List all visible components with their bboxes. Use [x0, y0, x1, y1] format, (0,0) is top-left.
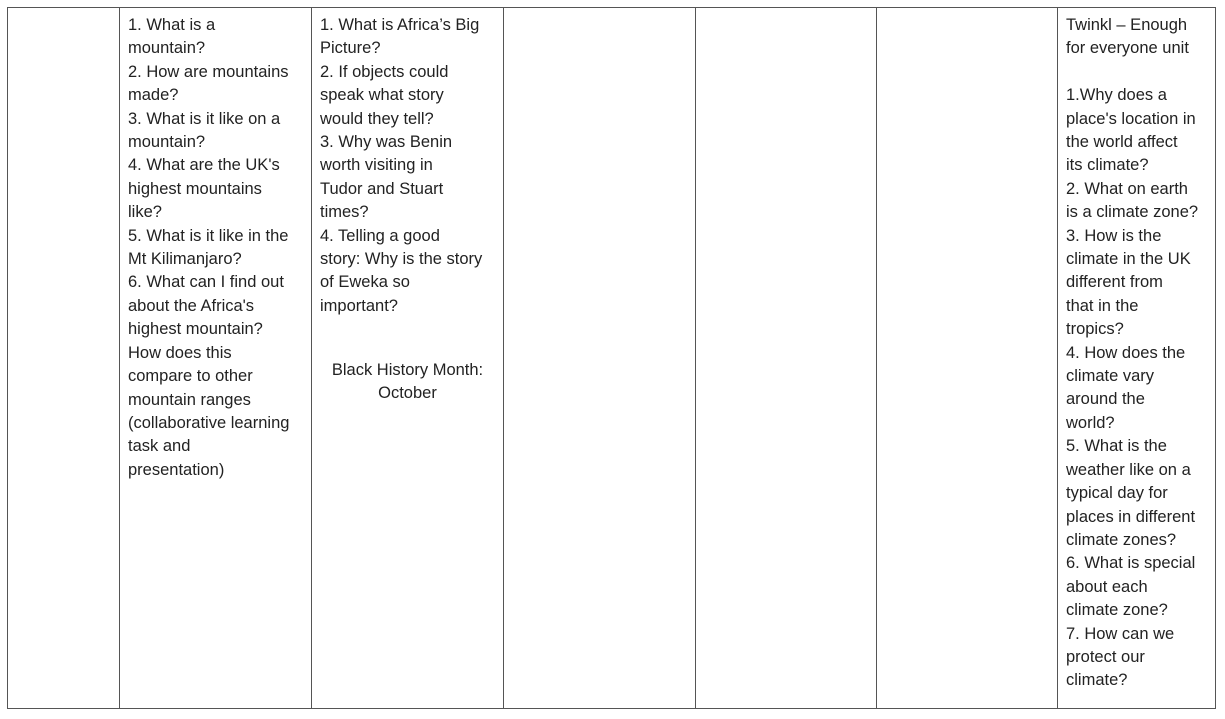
- text-line: place's location in: [1066, 109, 1196, 128]
- text-line: (collaborative learning: [128, 413, 290, 432]
- text-line: the world affect: [1066, 133, 1178, 152]
- text-line: of Eweka so: [320, 273, 410, 292]
- text-line: 4. What are the UK's: [128, 156, 280, 175]
- text-line: world?: [1066, 413, 1115, 432]
- text-line: times?: [320, 203, 369, 222]
- text-line: task and: [128, 437, 191, 456]
- text-line: about the Africa's: [128, 296, 255, 315]
- text-line: 1.Why does a: [1066, 86, 1167, 105]
- text-line: October: [378, 384, 437, 403]
- text-line: 3. How is the: [1066, 226, 1162, 245]
- text-line: 1. What is Africa’s Big: [320, 16, 480, 34]
- text-line: protect our: [1066, 647, 1145, 666]
- text-line: typical day for: [1066, 484, 1168, 503]
- black-history-month-note: [312, 359, 503, 406]
- text-line: like?: [128, 203, 162, 222]
- text-line: highest mountain?: [128, 320, 263, 339]
- text-line: mountain?: [128, 133, 206, 152]
- text-line: Picture?: [320, 39, 381, 58]
- text-line: climate vary: [1066, 367, 1155, 386]
- text-line: would they tell?: [320, 109, 434, 128]
- text-line: climate in the UK: [1066, 250, 1191, 269]
- text-line: places in different: [1066, 507, 1196, 526]
- text-line: 5. What is the: [1066, 437, 1167, 456]
- curriculum-table: [7, 7, 1216, 709]
- text-line: around the: [1066, 390, 1145, 409]
- table-cell-5: [696, 8, 877, 708]
- text-line: 4. Telling a good: [320, 226, 440, 245]
- text-line: mountain ranges: [128, 390, 251, 409]
- text-line: worth visiting in: [320, 156, 433, 175]
- table-cell-6: [877, 8, 1058, 708]
- text-line: 3. What is it like on a: [128, 109, 281, 128]
- table-cell-1: [8, 8, 120, 708]
- text-line: its climate?: [1066, 156, 1149, 175]
- text-line: important?: [320, 296, 398, 315]
- text-line: 2. What on earth: [1066, 179, 1188, 198]
- text-line: different from: [1066, 273, 1163, 292]
- text-line: tropics?: [1066, 320, 1124, 339]
- table-cell-4: [504, 8, 696, 708]
- text-line: climate zones?: [1066, 530, 1177, 549]
- text-line: Tudor and Stuart: [320, 179, 444, 198]
- text-line: about each: [1066, 577, 1148, 596]
- text-line: weather like on a: [1066, 460, 1191, 479]
- text-line: highest mountains: [128, 179, 262, 198]
- text-line: speak what story: [320, 86, 444, 105]
- text-line: 5. What is it like in the: [128, 226, 289, 245]
- text-line: Black History Month:: [331, 361, 484, 379]
- spacer: [1066, 61, 1198, 84]
- text-line: 2. How are mountains: [128, 62, 289, 81]
- text-line: 1. What is a: [128, 16, 216, 34]
- africa-questions: [320, 14, 482, 318]
- text-line: mountain?: [128, 39, 206, 58]
- text-line: that in the: [1066, 296, 1139, 315]
- table-cell-2: [120, 8, 312, 708]
- climate-questions: [1066, 14, 1198, 693]
- text-line: 3. Why was Benin: [320, 133, 453, 152]
- text-line: made?: [128, 86, 179, 105]
- text-line: climate zone?: [1066, 601, 1168, 620]
- text-line: 2. If objects could: [320, 62, 449, 81]
- text-line: How does this: [128, 343, 232, 362]
- text-line: Mt Kilimanjaro?: [128, 250, 242, 269]
- text-line: is a climate zone?: [1066, 203, 1199, 222]
- text-line: 7. How can we: [1066, 624, 1175, 643]
- text-line: climate?: [1066, 671, 1128, 690]
- text-line: for everyone unit: [1066, 39, 1189, 58]
- table-cell-7: [1058, 8, 1217, 708]
- text-line: 6. What is special: [1066, 554, 1196, 573]
- table-cell-3: [312, 8, 504, 708]
- mountains-questions: [128, 14, 289, 482]
- text-line: 6. What can I find out: [128, 273, 284, 292]
- text-line: story: Why is the story: [320, 250, 483, 269]
- text-line: 4. How does the: [1066, 343, 1186, 362]
- text-line: Twinkl – Enough: [1066, 16, 1188, 34]
- text-line: compare to other: [128, 367, 253, 386]
- text-line: presentation): [128, 460, 225, 479]
